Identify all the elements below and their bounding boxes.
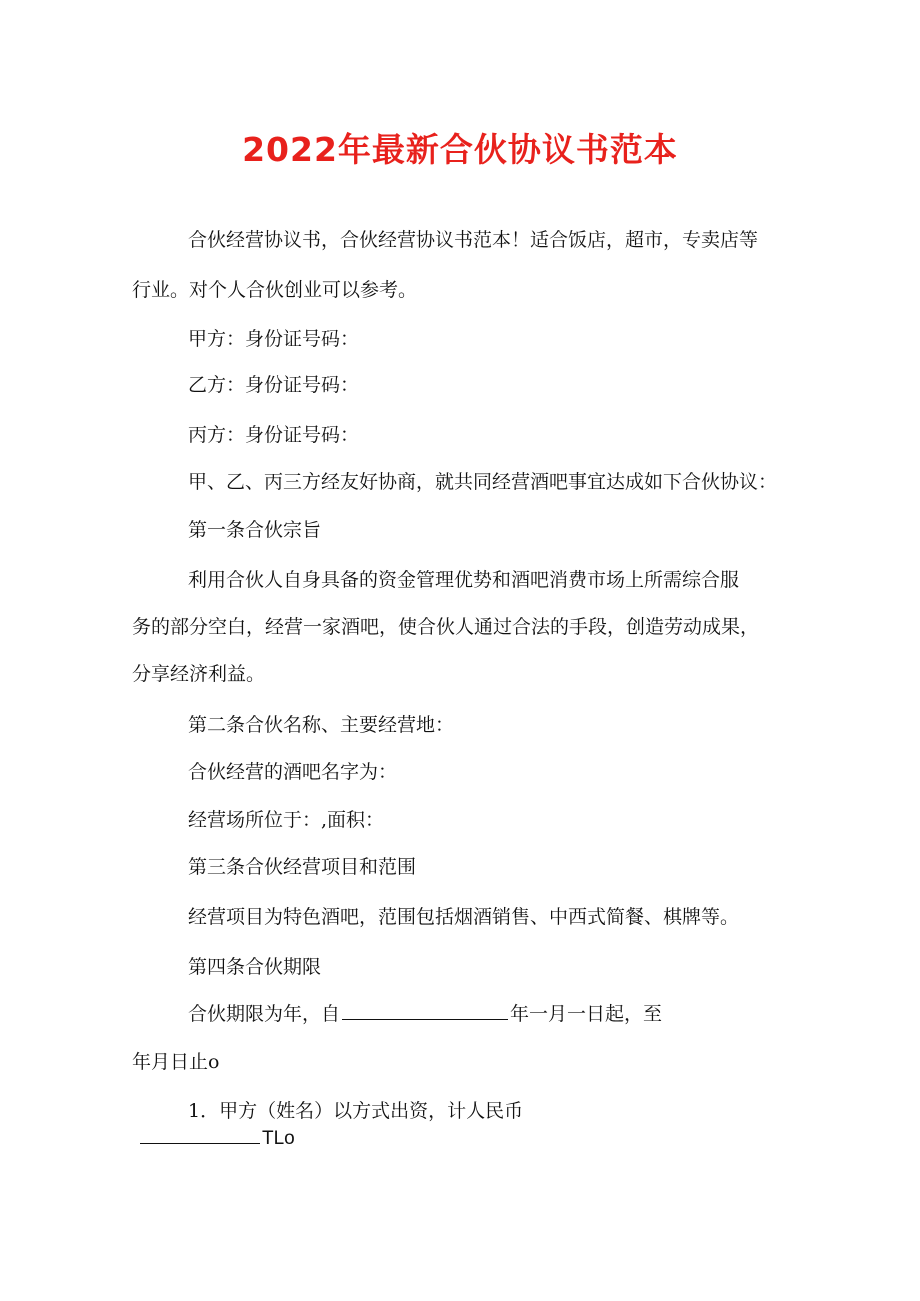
intro-line-1: 合伙经营协议书，合伙经营协议书范本！适合饭店，超市，专卖店等: [188, 229, 759, 251]
party-c-line: 丙方：身份证号码：: [188, 424, 360, 446]
article-1-heading: 第一条合伙宗旨: [188, 519, 322, 541]
article-3-heading: 第三条合伙经营项目和范围: [188, 856, 417, 878]
contribution-amount-blank: [140, 1142, 260, 1144]
contribution-1-amount: [140, 1126, 295, 1151]
term-text-start: 合伙期限为年，自: [188, 1003, 341, 1025]
article-2-name: 合伙经营的酒吧名字为：: [188, 761, 398, 783]
contribution-1-tail: TLo: [262, 1128, 295, 1149]
article-2-heading: 第二条合伙名称、主要经营地：: [188, 714, 455, 736]
term-line-1: [188, 1002, 662, 1026]
article-1-line-2: 务的部分空白，经营一家酒吧，使合伙人通过合法的手段，创造劳动成果，: [132, 616, 760, 638]
article-1-line-3: 分享经济利益。: [132, 663, 266, 685]
term-text-end: 年一月一日起，至: [510, 1003, 663, 1025]
term-start-year-blank: [342, 1018, 508, 1020]
agreement-intro: 甲、乙、丙三方经友好协商，就共同经营酒吧事宜达成如下合伙协议：: [188, 471, 778, 493]
article-3-body: 经营项目为特色酒吧，范围包括烟酒销售、中西式简餐、棋牌等。: [188, 906, 740, 928]
article-4-heading: 第四条合伙期限: [188, 956, 322, 978]
contribution-1: 1．甲方（姓名）以方式出资，计人民币: [188, 1100, 524, 1122]
article-1-line-1: 利用合伙人自身具备的资金管理优势和酒吧消费市场上所需综合服: [188, 569, 740, 591]
party-a-line: 甲方：身份证号码：: [188, 328, 360, 350]
term-line-2: 年月日止o: [132, 1051, 220, 1073]
document-title: 2022年最新合伙协议书范本: [242, 130, 678, 169]
intro-line-2: 行业。对个人合伙创业可以参考。: [132, 279, 418, 301]
party-b-line: 乙方：身份证号码：: [188, 374, 360, 396]
article-2-location: 经营场所位于：,面积：: [188, 809, 385, 831]
